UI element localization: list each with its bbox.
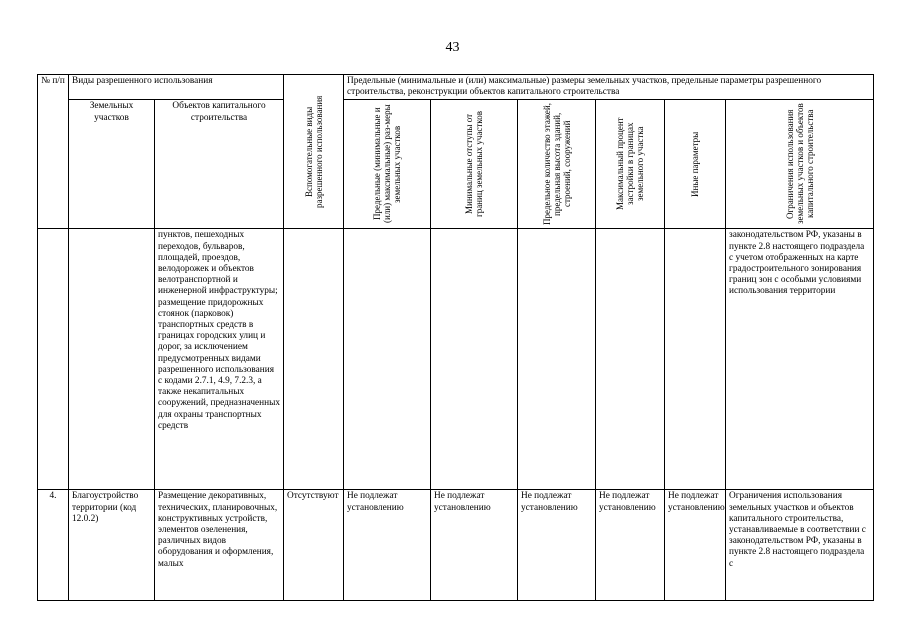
page-number: 43 xyxy=(445,40,460,55)
header-floors-text: Предельное количество этажей, предельная высота зданий, строений, сооружений xyxy=(541,103,572,226)
header-plot-sizes-text: Предельные (минимальные и (или) максимальные) раз-меры земельных участков xyxy=(372,105,403,224)
cell-plot-sizes: Не подлежат установлению xyxy=(344,490,431,601)
header-restrictions xyxy=(726,100,874,229)
header-auxiliary-text: Вспомогательные виды разрешенного использования xyxy=(303,95,324,208)
header-row-1 xyxy=(38,75,874,100)
cell-land: Благоустройство территории (код 12.0.2) xyxy=(69,490,155,601)
zoning-table xyxy=(37,74,874,601)
cell-auxiliary xyxy=(284,229,344,490)
table-row xyxy=(38,229,874,490)
header-setbacks-text: Минимальные отступы от границ земельных участков xyxy=(464,111,485,218)
cell-capital: Размещение декоративных, технических, планировочных, конструктивных устройств, элементов озеленения, различных видов оборудования и оформления, малых xyxy=(155,490,284,601)
cell-restrictions: законодательством РФ, указаны в пункте 2.8 настоящего подраздела с учетом отображенных на карте градостроительного зонирования границ зон с особыми условиями использования территории xyxy=(726,229,874,490)
cell-setbacks xyxy=(431,229,518,490)
header-row-2 xyxy=(38,100,874,229)
header-num: № п/п xyxy=(38,75,69,229)
header-auxiliary xyxy=(284,75,344,229)
cell-other xyxy=(665,229,726,490)
header-setbacks xyxy=(431,100,518,229)
header-types-group: Виды разрешенного использования xyxy=(69,75,284,100)
cell-land xyxy=(69,229,155,490)
header-floors xyxy=(518,100,596,229)
cell-coverage xyxy=(596,229,665,490)
header-coverage xyxy=(596,100,665,229)
cell-restrictions: Ограничения использования земельных участков и объектов капитального строительства, устанавливаемые в соответствии с законодательством РФ, указаны в пункте 2.8 настоящего подраздела с xyxy=(726,490,874,601)
cell-setbacks: Не подлежат установлению xyxy=(431,490,518,601)
header-capital-objects: Объектов капитального строительства xyxy=(155,100,284,229)
header-limits-group: Предельные (минимальные и (или) максимальные) размеры земельных участков, предельные параметры разрешенного строительства, реконструкции объектов капитального строительства xyxy=(344,75,874,100)
header-land-plots: Земельных участков xyxy=(69,100,155,229)
cell-auxiliary: Отсутствуют xyxy=(284,490,344,601)
cell-num: 4. xyxy=(38,490,69,601)
header-other-text: Иные параметры xyxy=(690,131,701,198)
cell-floors: Не подлежат установлению xyxy=(518,490,596,601)
cell-other: Не подлежат установлению xyxy=(665,490,726,601)
cell-plot-sizes xyxy=(344,229,431,490)
table-row xyxy=(38,490,874,601)
header-coverage-text: Максимальный процент застройки в границах земельного участка xyxy=(615,118,646,211)
cell-num xyxy=(38,229,69,490)
header-other xyxy=(665,100,726,229)
header-plot-sizes xyxy=(344,100,431,229)
cell-capital: пунктов, пешеходных переходов, бульваров, площадей, проездов, велодорожек и объектов велотранспортной и инженерной инфраструктуры; размещение придорожных стоянок (парковок) транспортных средств в границах городских улиц и дорог, за исключением предусмотренных видами разрешенного использования с кодами 2.7.1, 4.9, 7.2.3, а также некапитальных сооружений, предназначенных для охраны транспортных средств xyxy=(155,229,284,490)
cell-floors xyxy=(518,229,596,490)
cell-coverage: Не подлежат установлению xyxy=(596,490,665,601)
header-restrictions-text: Ограничения использования земельных участков и объектов капитального строительства xyxy=(784,104,815,225)
